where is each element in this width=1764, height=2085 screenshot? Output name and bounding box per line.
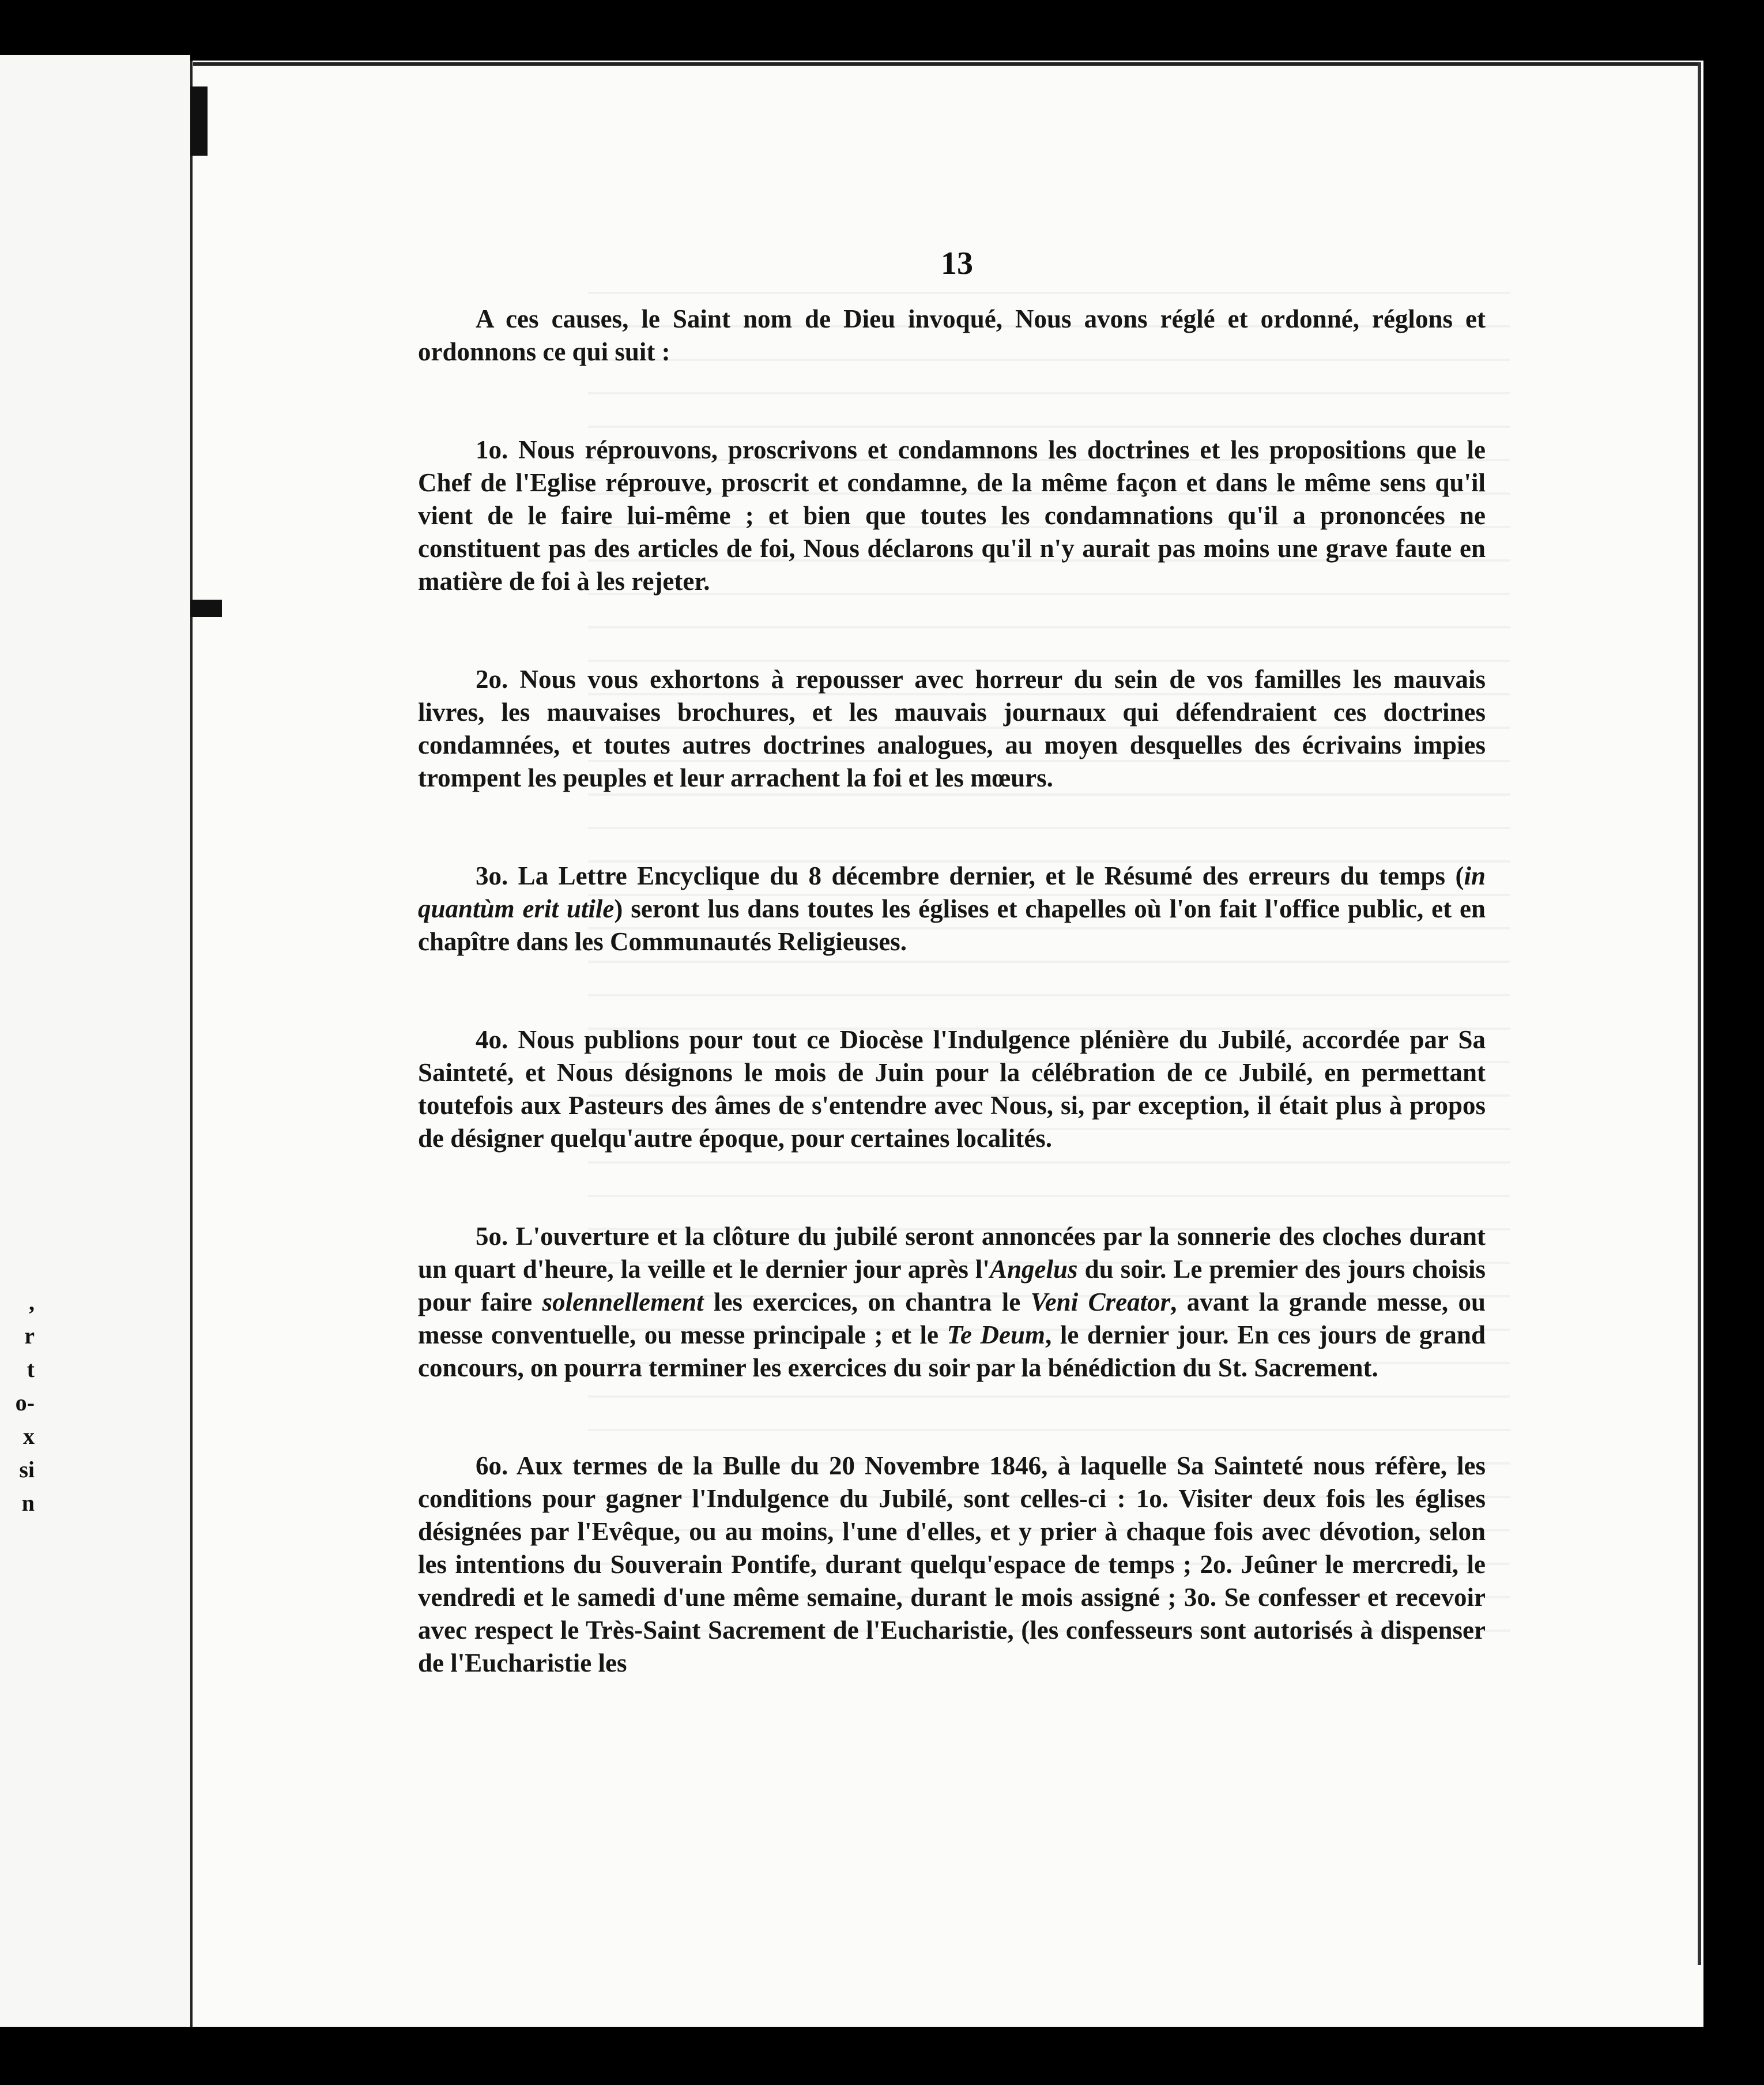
margin-fragment: o- (15, 1390, 35, 1416)
paragraph-p1 (418, 434, 1486, 598)
previous-page-edge (0, 55, 190, 2027)
paragraph-p2 (418, 663, 1486, 795)
binding-mark (190, 86, 208, 156)
paragraph-text: A ces causes, le Saint nom de Dieu invoqué, Nous avons réglé et ordonné, réglons et ordonnons ce qui suit : (418, 304, 1486, 366)
page-right-edge (1698, 62, 1701, 1965)
paragraph-text: , avant la grande messe, ou messe conventuelle, ou messe principale ; et le (418, 1288, 1486, 1349)
paragraph-p4 (418, 1023, 1486, 1155)
margin-fragment: , (29, 1289, 35, 1315)
italic-text: Te Deum (947, 1320, 1045, 1349)
paragraph-p6 (418, 1450, 1486, 1680)
page-top-edge (193, 62, 1701, 66)
margin-fragment: r (24, 1323, 35, 1349)
paragraph-text: les exercices, on chantra le (703, 1288, 1031, 1316)
binding-mark (190, 600, 222, 617)
paragraph-text: , le dernier jour. En ces jours de grand concours, on pourra terminer les exercices du soir par la bénédiction du St. Sacrement. (418, 1320, 1486, 1382)
italic-text: in quantùm erit utile (418, 861, 1486, 923)
italic-text: Angelus (989, 1255, 1078, 1284)
paragraph-p5 (418, 1220, 1486, 1384)
paragraph-text: 5o. L'ouverture et la clôture du jubilé seront annoncées par la sonnerie des cloches durant un quart d'heure, la veille et le dernier jour après l' (418, 1222, 1486, 1284)
margin-fragment: n (21, 1490, 35, 1516)
paragraph-p3 (418, 860, 1486, 958)
paragraph-text: 6o. Aux termes de la Bulle du 20 Novembre 1846, à laquelle Sa Sainteté nous réfère, les conditions pour gagner l'Indulgence du Jubilé, sont celles-ci : 1o. Visiter deux fois les églises désignées par l'Evêque, ou au moins, l'une d'elles, et y prier à chaque fois avec dévotion, selon les intentions du Souverain Pontife, durant quelqu'espace de temps ; 2o. Jeûner le mercredi, le vendredi et le samedi d'une même semaine, durant le mois assigné ; 3o. Se confesser et recevoir avec respect le Très-Saint Sacrement de l'Eucharistie, (les confesseurs sont autorisés à dispenser de l'Eucharistie les (418, 1451, 1486, 1677)
previous-page-margin-text (0, 1286, 35, 1520)
italic-text: solennellement (542, 1288, 704, 1316)
paragraph-text: 4o. Nous publions pour tout ce Diocèse l'Indulgence plénière du Jubilé, accordée par Sa Sainteté, et Nous désignons le mois de Juin pour la célébration de ce Jubilé, en permettant toutefois aux Pasteurs des âmes de s'entendre avec Nous, si, par exception, il était plus à propos de désigner quelqu'autre époque, pour certaines localités. (418, 1025, 1486, 1153)
paragraph-text: 2o. Nous vous exhortons à repousser avec horreur du sein de vos familles les mauvais livres, les mauvaises brochures, et les mauvais journaux qui défendraient ces doctrines condamnées, et toutes autres doctrines analogues, au moyen desquelles des écrivains impies trompent les peuples et leur arrachent la foi et les mœurs. (418, 665, 1486, 792)
paragraph-text: 3o. La Lettre Encyclique du 8 décembre dernier, et le Résumé des erreurs du temps ( (476, 861, 1464, 890)
paragraph-text: 1o. Nous réprouvons, proscrivons et condamnons les doctrines et les propositions que le Chef de l'Eglise réprouve, proscrit et condamne, de la même façon et dans le même sens qu'il vient de le faire lui-même ; et bien que toutes les condamnations qu'il a prononcées ne constituent pas des articles de foi, Nous déclarons qu'il n'y aurait pas moins une grave faute en matière de foi à les rejeter. (418, 435, 1486, 596)
paragraph-text: du soir. Le premier des jours choisis pour faire (418, 1255, 1486, 1316)
margin-fragment: x (23, 1423, 35, 1449)
paragraph-intro (418, 303, 1486, 368)
margin-fragment: si (19, 1457, 35, 1482)
page-number: 13 (941, 246, 973, 281)
margin-fragment: t (27, 1356, 35, 1382)
paragraph-text: ) seront lus dans toutes les églises et chapelles où l'on fait l'office public, et en chapître dans les Communautés Religieuses. (418, 894, 1486, 956)
italic-text: Veni Creator (1030, 1288, 1171, 1316)
body-text (418, 303, 1486, 1680)
